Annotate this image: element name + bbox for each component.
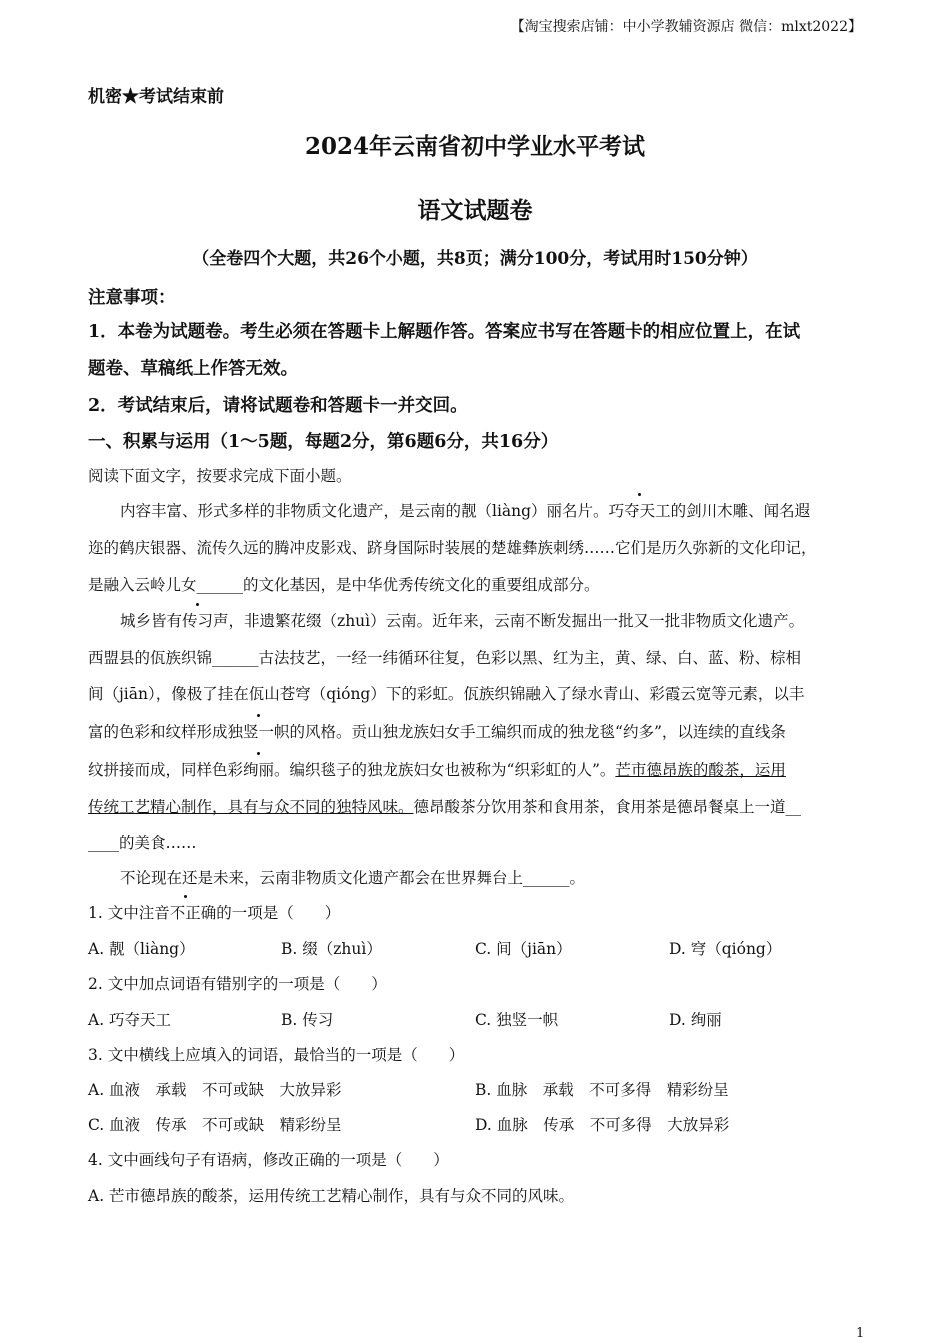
- q3-option-a: A. 血液 承载 不可或缺 大放异彩: [88, 1081, 342, 1099]
- dotted-term: 独竖一帜: [228, 720, 290, 742]
- confidential-label: 机密★考试结束前: [88, 87, 224, 107]
- q2-option-d: D. 绚丽: [669, 1011, 722, 1029]
- passage-line-4: [120, 609, 804, 631]
- dotted-term: 传习: [182, 609, 213, 631]
- passage-text: 富的色彩和纹样形成: [88, 723, 228, 741]
- q1-option-b: B. 缀（zhuì）: [281, 940, 382, 958]
- question-1: [88, 901, 340, 923]
- page-number: 1: [856, 1326, 865, 1341]
- passage-text: 内容丰富、形式多样的非物质文化遗产，是云南的靓（liàng）丽名片。: [120, 502, 609, 520]
- passage-line-7: [88, 720, 786, 742]
- reading-instruction: 阅读下面文字，按要求完成下面小题。: [88, 467, 352, 485]
- passage-line-6: 间（jiān），像极了挂在佤山苍穹（qióng）下的彩虹。佤族织锦融入了绿水青山、彩霞云宽等元素，以丰: [88, 685, 805, 703]
- q3-option-b: B. 血脉 承载 不可多得 精彩纷呈: [475, 1081, 729, 1099]
- q1-option-c: C. 间（jiān）: [475, 940, 572, 958]
- passage-line-9: [88, 795, 801, 817]
- passage-text: 城乡皆有: [120, 612, 183, 630]
- dotted-term: 绚丽: [243, 758, 274, 780]
- q2-option-a: A. 巧夺天工: [88, 1011, 172, 1029]
- question-3: 3. 文中横线上应填入的词语，最恰当的一项是（ ）: [88, 1046, 465, 1064]
- dotted-term: 不正: [170, 901, 201, 923]
- underlined-sentence: 传统工艺精心制作，具有与众不同的独特风味。: [88, 798, 414, 816]
- note-1-line-1: 1．本卷为试题卷。考生必须在答题卡上解题作答。答案应书写在答题卡的相应位置上，在试: [88, 322, 801, 342]
- q2-option-b: B. 传习: [281, 1011, 334, 1029]
- subject-title: 语文试题卷: [417, 197, 533, 224]
- notes-heading: 注意事项：: [88, 288, 176, 308]
- q1-option-d: D. 穹（qióng）: [669, 940, 782, 958]
- section-1-heading: 一、积累与运用（1～5题，每题2分，第6题6分，共16分）: [88, 432, 559, 452]
- passage-text: 德昂酸茶分饮用茶和食用茶，食用茶是德昂餐桌上一道__: [413, 798, 802, 816]
- q3-option-c: C. 血液 传承 不可或缺 精彩纷呈: [88, 1116, 342, 1134]
- passage-line-5: 西盟县的佤族织锦______古法技艺，一经一纬循环往复，色彩以黑、红为主，黄、绿、白、蓝、粉、棕相: [88, 649, 802, 667]
- exam-info: （全卷四个大题，共26个小题，共8页；满分100分，考试用时150分钟）: [192, 249, 758, 269]
- note-2: 2．考试结束后，请将试题卷和答题卡一并交回。: [88, 396, 468, 416]
- exam-title: 2024年云南省初中学业水平考试: [304, 133, 645, 160]
- question-2: 2. 文中加点词语有错别字的一项是（ ）: [88, 975, 387, 993]
- question-text: 确的一项是（ ）: [200, 904, 341, 922]
- passage-line-8: [88, 758, 786, 780]
- question-4: 4. 文中画线句子有语病，修改正确的一项是（ ）: [88, 1151, 449, 1169]
- passage-line-3: 是融入云岭儿女______的文化基因，是中华优秀传统文化的重要组成部分。: [88, 576, 600, 594]
- note-1-line-2: 题卷、草稿纸上作答无效。: [88, 359, 298, 379]
- q4-option-a: A. 芒市德昂族的酸茶，运用传统工艺精心制作，具有与众不同的风味。: [88, 1187, 575, 1205]
- dotted-term: 巧夺天工: [609, 499, 671, 521]
- q3-option-d: D. 血脉 传承 不可多得 大放异彩: [475, 1116, 730, 1134]
- passage-line-11: 不论现在还是未来，云南非物质文化遗产都会在世界舞台上______。: [120, 869, 586, 887]
- passage-line-10: ____的美食……: [88, 834, 197, 852]
- passage-text: 纹拼接而成，同样色彩: [88, 761, 244, 779]
- underlined-sentence: 芒市德昂族的酸茶，运用: [615, 761, 786, 779]
- shop-header: 【淘宝搜索店铺：中小学教辅资源店 微信：mlxt2022】: [510, 19, 862, 35]
- q1-option-a: A. 靓（liàng）: [88, 940, 195, 958]
- passage-text: 的剑川木雕、闻名遐: [670, 502, 811, 520]
- passage-line-2: 迩的鹤庆银器、流传久远的腾冲皮影戏、跻身国际时装展的楚雄彝族刺绣……它们是历久弥新的文化印记，: [88, 539, 817, 557]
- passage-text: 声，非遗繁花缀（zhuì）云南。近年来，云南不断发掘出一批又一批非物质文化遗产。: [213, 612, 805, 630]
- passage-text: 。编织毯子的独龙族妇女也被称为“织彩虹的人”。: [274, 761, 616, 779]
- question-text: 1. 文中注音: [88, 904, 170, 922]
- q2-option-c: C. 独竖一帜: [475, 1011, 559, 1029]
- passage-text: 的风格。贡山独龙族妇女手工编织而成的独龙毯“约多”，以连续的直线条: [289, 723, 786, 741]
- passage-line-1: [120, 499, 810, 521]
